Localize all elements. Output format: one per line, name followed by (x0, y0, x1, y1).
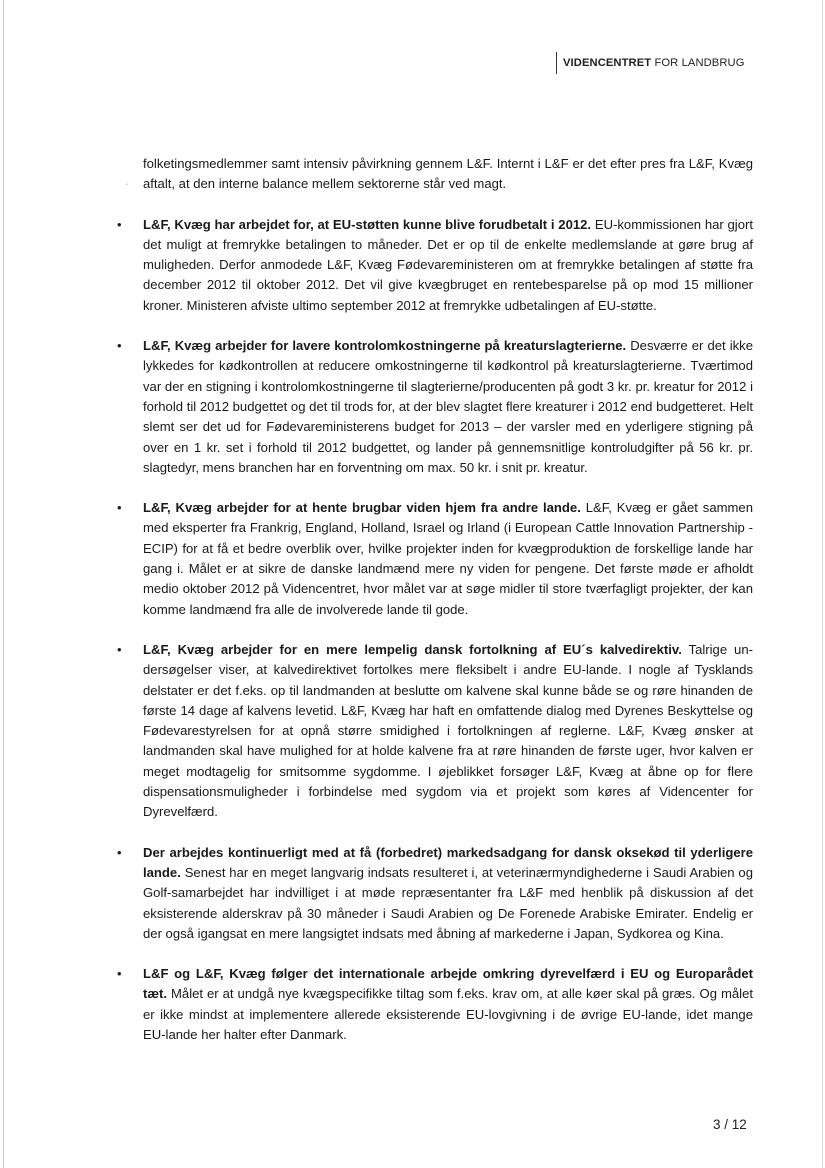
list-item-text (143, 215, 753, 316)
bullet-icon: • (117, 216, 122, 232)
list-item-body: Desværre er det ikke lykkedes for kødkontrollen at reducere omkostningerne til kødkontrol på kreaturslagterierne. Tværtimod var der en stigning i kontrolomkostningerne til slagterierne/producenten på godt 3 kr. pr. kreatur for 2012 i forhold til 2012 budgettet og det til trods for, at der blev slagtet flere kreaturer i 2012 end budgetteret. Helt slemt ser det ud for Fødevareministerens budget for 2013 – der varsler med en yderligere stigning på over en 1 kr. set i forhold til 2012 budgettet, og lander på gennemsnitlige kontroludgifter på 56 kr. pr. slagtedyr, mens branchen har en forventning om max. 50 kr. i snit pr. kreatur. (143, 338, 753, 475)
list-item-body: Senest har en meget langvarig indsats resulteret i, at veterinærmyndighederne i Saudi Arabien og Golf-samarbejdet har indvilliget i at møde repræsentanter fra L&F med henblik på diskussion af det eksisterende alderskrav på 30 måneder i Saudi Arabien og De Forenede Arabiske Emirater. Endelig er der også igangsat en mere langsigtet indsats med åbning af markederne i Japan, Sydkorea og Kina. (143, 864, 753, 941)
list-item-text (143, 498, 753, 620)
list-item-text (143, 336, 753, 478)
list-item (117, 640, 753, 823)
header-org-bold: VIDENCENTRET (563, 57, 652, 69)
list-item-lead: L&F og L&F, Kvæg følger det internationale arbejde omkring dyrevelfærd i EU og Europarådet tæt. (143, 966, 753, 1002)
header-org-rest: FOR LANDBRUG (651, 57, 745, 69)
bullet-icon: • (117, 500, 122, 516)
document-body (117, 154, 753, 1065)
list-item-body: L&F, Kvæg er gået sammen med eksperter fra Frankrig, England, Holland, Israel og Irland (i European Cattle Innovation Partnership - ECIP) for at få et bedre overblik over, hvilke projekter inden for kvægproduktion de forskellige lande har gang i. Målet er at sikre de danske landmænd mere ny viden for pengene. Det første møde er afholdt medio oktober 2012 på Videncentret, hvor målet var at søge midler til store tværfagligt projekter, der kan komme landmænd fra alle de involverede lande til gode. (143, 500, 753, 617)
bullet-icon: • (117, 966, 122, 982)
list-item-lead: L&F, Kvæg har arbejdet for, at EU-støtten kunne blive forudbetalt i 2012. (143, 216, 592, 232)
list-item-lead: Der arbejdes kontinuerligt med at få (forbedret) markedsadgang for dansk oksekød til yderligere lande. (143, 844, 753, 880)
list-item-lead: L&F, Kvæg arbejder for lavere kontrolomkostningerne på kreaturslagterierne. (143, 338, 627, 354)
list-item (117, 498, 753, 620)
list-item-text (143, 843, 753, 944)
list-item-body: Målet er at undgå nye kvægspecifikke tiltag som f.eks. krav om, at alle køer skal på græs. Og målet er ikke mindst at implementere allerede eksisterende EU-lovgivning i de øvrige EU-lande, idet mange EU-lande her halter efter Danmark. (143, 986, 753, 1042)
intro-paragraph: folketingsmedlemmer samt intensiv påvirkning gennem L&F. Internt i L&F er det efter pres fra L&F, Kvæg aftalt, at den interne balance mellem sektorerne står ved magt. (143, 156, 753, 192)
scan-edge-right (822, 0, 823, 1168)
list-item-body: Talrige undersøgelser viser, at kalvedirektivet fortolkes mere fleksibelt i andre EU-lande. I nogle af Tysklands delstater er det f.eks. op til landmanden at beslutte om kalvene skal kunne både se og røre hinanden de første 14 dage af kalvens levetid. L&F, Kvæg har haft en omfattende dialog med Dyrenes Beskyttelse og Fødevarestyrelsen for at opnå større smidighed i fortolkningen af reglerne. L&F, Kvæg ønsker at landmanden skal have mulighed for at holde kalvene fra at røre hinanden de første uger, hvor kalven er meget modtagelig for smitsomme sygdomme. I øjeblikket forsøger L&F, Kvæg at åbne op for flere dispensationsmuligheder i forbindelse med sygdom via et projekt som køres af Videncenter for Dyrevelfærd. (143, 641, 753, 820)
list-item (117, 964, 753, 1045)
list-item (117, 336, 753, 478)
scan-edge-left (3, 0, 4, 1168)
list-item (117, 215, 753, 316)
list-item-lead: L&F, Kvæg arbejder for at hente brugbar viden hjem fra andre lande. (143, 500, 581, 516)
list-item-lead: L&F, Kvæg arbejder for en mere lempelig dansk fortolkning af EU´s kalvedirektiv. (143, 641, 682, 657)
page-number: 3 / 12 (713, 1117, 747, 1132)
bullet-icon: • (117, 338, 122, 354)
page-header (556, 52, 745, 74)
list-item-body: EU-kommissionen har gjort det muligt at fremrykke betalingen to måneder. Det er op til de enkelte medlemslande at gøre brug af muligheden. Derfor anmodede L&F, Kvæg Fødevareministeren om at fremrykke betalingen af støtte fra december 2012 til oktober 2012. Det vil give kvægbruget en rentebesparelse på op mod 15 millioner kroner. Ministeren afviste ultimo september 2012 at fremrykke udbetalingen af EU-støtte. (143, 216, 753, 313)
list-item-text (143, 640, 753, 823)
bullet-icon: • (117, 641, 122, 657)
bullet-icon: • (117, 844, 122, 860)
list-item (117, 843, 753, 944)
scan-mark: ´ (126, 183, 129, 192)
list-item-text (143, 964, 753, 1045)
